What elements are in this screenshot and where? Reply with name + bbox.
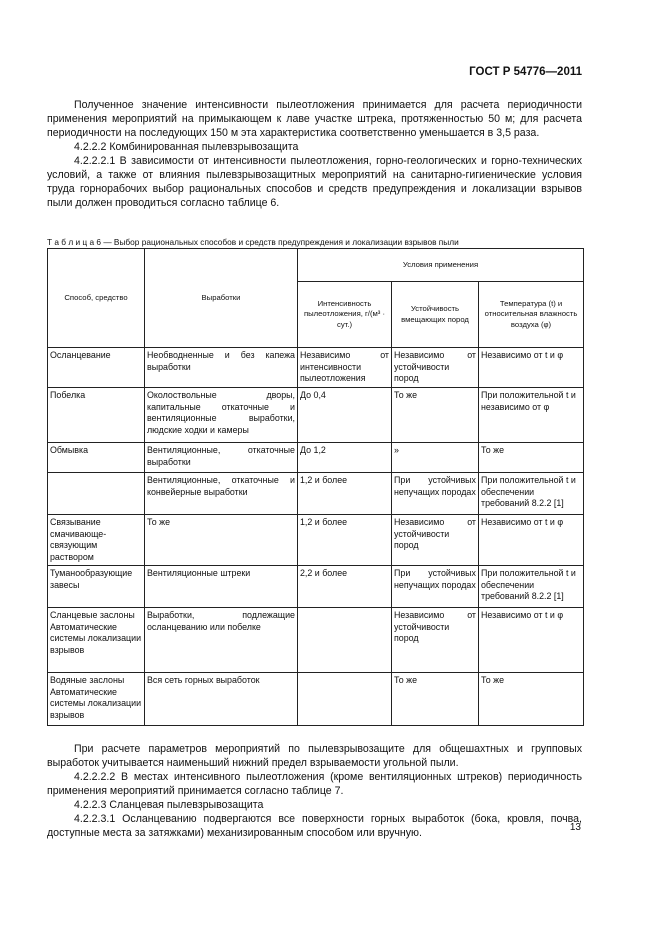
table-row — [48, 673, 584, 726]
cell-stability: При устойчивых непучащих породах — [392, 473, 479, 515]
cell-intensity: До 0,4 — [298, 388, 392, 443]
cell-workings: Необводненные и без капежа выработки — [145, 348, 298, 388]
header-method: Способ, средство — [48, 249, 145, 348]
header-intensity: Интенсивность пылеотложения, г/(м³ · сут.) — [298, 282, 392, 348]
cell-intensity: Независимо от интенсивности пылеотложения — [298, 348, 392, 388]
cell-stability: При устойчивых непучащих породах — [392, 566, 479, 608]
cell-temperature: То же — [479, 443, 584, 473]
cell-workings: Вентиляционные, откаточные и конвейерные выработки — [145, 473, 298, 515]
header-conditions: Условия применения — [298, 249, 584, 282]
cell-stability: То же — [392, 388, 479, 443]
paragraph: 4.2.2.2.2 В местах интенсивного пылеотложения (кроме вентиляционных штреков) периодичность применения мероприятий принимается согласно таблице 7. — [47, 771, 582, 797]
cell-workings: Вентиляционные, откаточные выработки — [145, 443, 298, 473]
cell-method: Связывание смачивающе-связующим раствором — [48, 515, 145, 566]
cell-temperature: При положительной t и независимо от φ — [479, 388, 584, 443]
table-row — [48, 608, 584, 673]
page-number: 13 — [569, 822, 581, 833]
cell-temperature: То же — [479, 673, 584, 726]
cell-method: Побелка — [48, 388, 145, 443]
cell-workings: Выработки, подлежащие осланцеванию или побелке — [145, 608, 298, 673]
cell-workings: Вентиляционные штреки — [145, 566, 298, 608]
cell-temperature: Независимо от t и φ — [479, 515, 584, 566]
paragraph: 4.2.2.2.1 В зависимости от интенсивности пылеотложения, горно-геологических и горно-технических условий, а также от влияния пылевзрывозащитных мероприятий на санитарно-гигиенические условия труда горнорабочих выбор рациональных способов и средств предупреждения и локализации взрывов пыли должен проводиться согласно таблице 6. — [47, 155, 582, 209]
bottom-text — [47, 742, 582, 840]
table-row — [48, 443, 584, 473]
cell-temperature: При положительной t и обеспечении требований 8.2.2 [1] — [479, 566, 584, 608]
paragraph: При расчете параметров мероприятий по пылевзрывозащите для общешахтных и групповых выработок учитывается наименьший нижний предел взрываемости угольной пыли. — [47, 743, 582, 769]
cell-intensity: 1,2 и более — [298, 473, 392, 515]
cell-intensity: До 1,2 — [298, 443, 392, 473]
cell-method: Осланцевание — [48, 348, 145, 388]
section-heading: 4.2.2.2 Комбинированная пылевзрывозащита — [74, 141, 299, 153]
cell-stability: » — [392, 443, 479, 473]
cell-stability: То же — [392, 673, 479, 726]
table-row — [48, 348, 584, 388]
paragraph: Полученное значение интенсивности пылеотложения принимается для расчета периодичности применения мероприятий на примыкающем к лаве участке штрека, протяженностью 50 м; для расчета периодичности на последующих 150 м эта характеристика соответственно уменьшается в 3,5 раза. — [47, 99, 582, 139]
paragraph: 4.2.2.3.1 Осланцеванию подвергаются все поверхности горных выработок (бока, кровля, почва, доступные места за затяжками) механизированным способом или вручную. — [47, 813, 582, 839]
section-heading: 4.2.2.3 Сланцевая пылевзрывозащита — [74, 799, 264, 811]
table-row — [48, 515, 584, 566]
cell-method: Водяные заслоны Автоматические системы локализации взрывов — [48, 673, 145, 726]
cell-workings: То же — [145, 515, 298, 566]
table-row — [48, 388, 584, 443]
cell-stability: Независимо от устойчивости пород — [392, 515, 479, 566]
table-row — [48, 473, 584, 515]
cell-temperature: Независимо от t и φ — [479, 608, 584, 673]
cell-stability: Независимо от устойчивости пород — [392, 608, 479, 673]
cell-workings: Вся сеть горных выработок — [145, 673, 298, 726]
header-stability: Устойчивость вмещающих пород — [392, 282, 479, 348]
cell-intensity: 2,2 и более — [298, 566, 392, 608]
top-text — [47, 98, 582, 210]
cell-method: Обмывка — [48, 443, 145, 473]
cell-method: Туманообразующие завесы — [48, 566, 145, 608]
cell-temperature: Независимо от t и φ — [479, 348, 584, 388]
cell-method: Сланцевые заслоны Автоматические системы локализации взрывов — [48, 608, 145, 673]
cell-method — [48, 473, 145, 515]
standard-header: ГОСТ Р 54776—2011 — [469, 66, 582, 78]
header-temperature: Температура (t) и относительная влажность воздуха (φ) — [479, 282, 584, 348]
cell-intensity: 1,2 и более — [298, 515, 392, 566]
table-row — [48, 566, 584, 608]
header-workings: Выработки — [145, 249, 298, 348]
cell-intensity — [298, 673, 392, 726]
cell-workings: Околоствольные дворы, капитальные откаточные и вентиляционные выработки, людские ходки и камеры — [145, 388, 298, 443]
table-caption: Т а б л и ц а 6 — Выбор рациональных способов и средств предупреждения и локализации взрывов пыли — [47, 237, 459, 247]
cell-temperature: При положительной t и обеспечении требований 8.2.2 [1] — [479, 473, 584, 515]
cell-intensity — [298, 608, 392, 673]
cell-stability: Независимо от устойчивости пород — [392, 348, 479, 388]
table-6 — [47, 248, 584, 726]
